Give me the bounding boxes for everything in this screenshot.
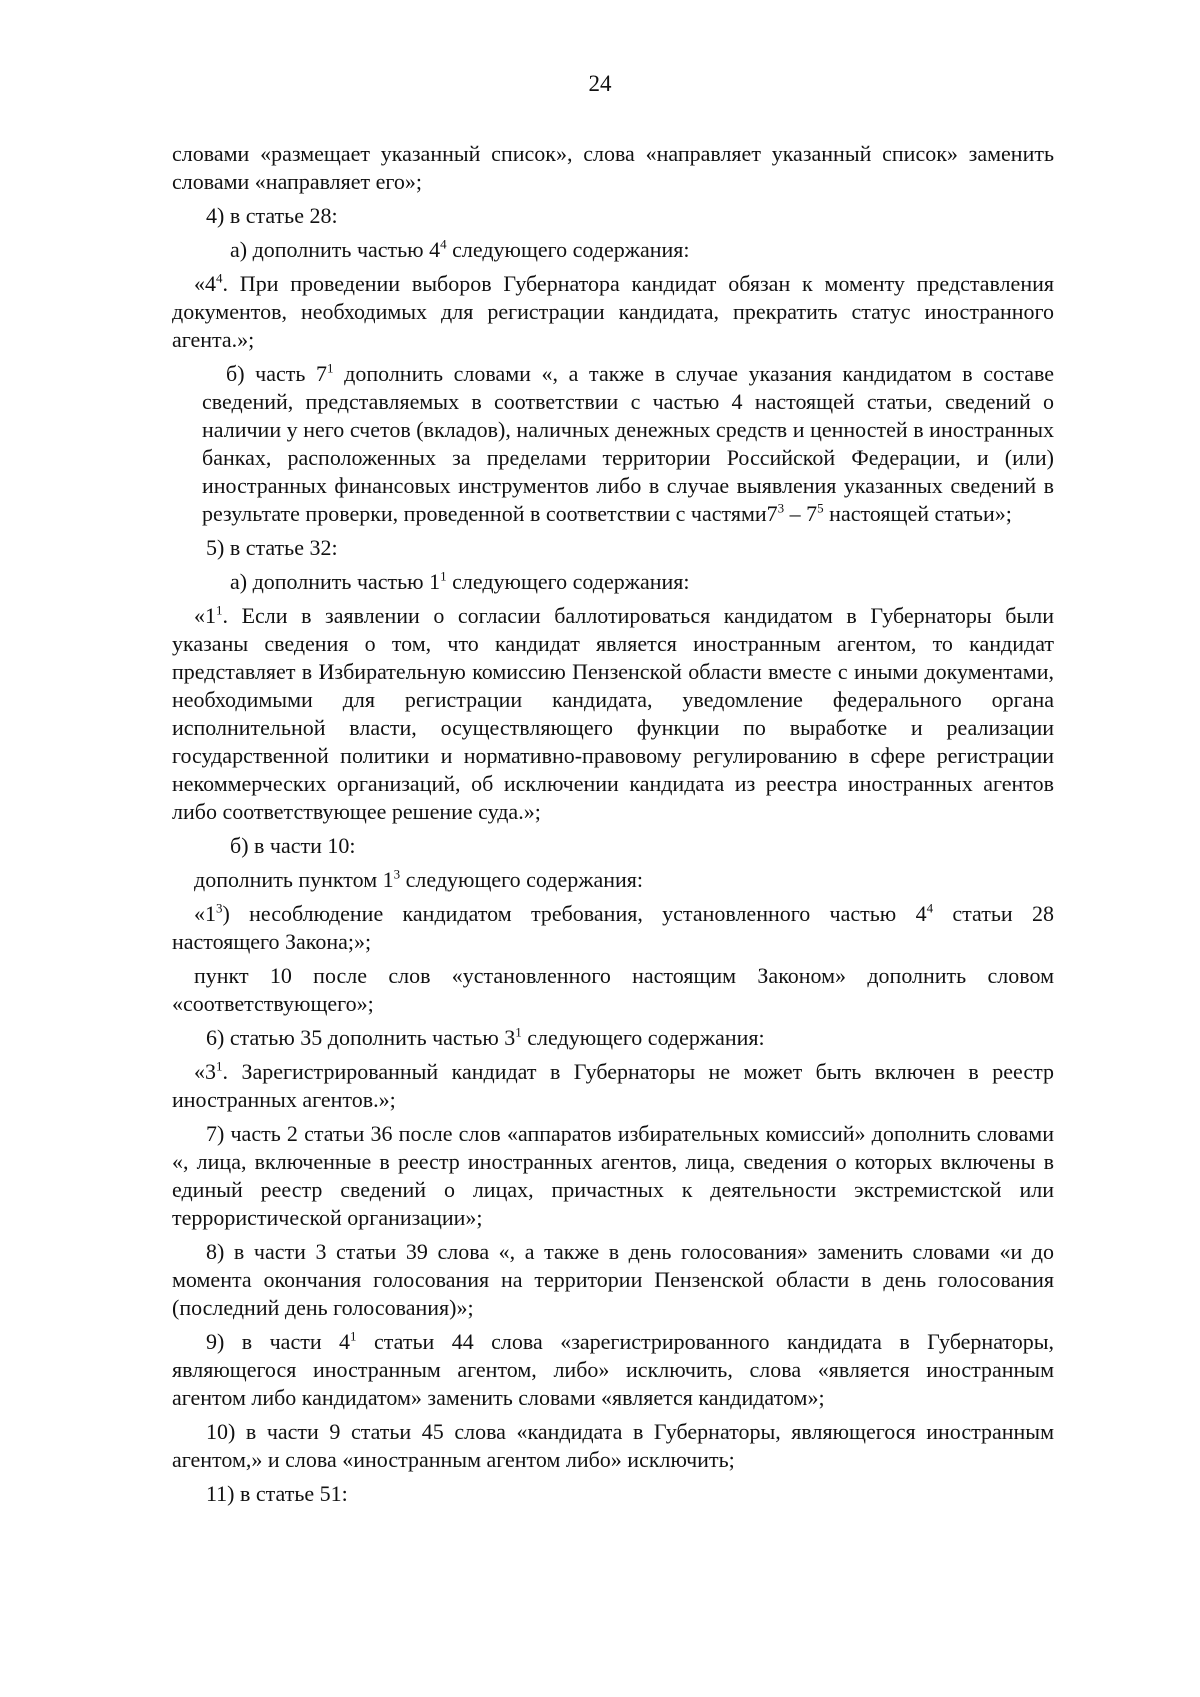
paragraph-p4: «$4^4$. При проведении выборов Губернатора кандидат обязан к моменту представления документов, необходимых для регистрации кандидата, прекратить статус иностранного агента.»; (172, 270, 1054, 352)
paragraph-p3: а) дополнить частью $4^4$ следующего содержания: (230, 236, 690, 262)
paragraph-p16: 8) в части 3 статьи 39 слова «, а также в день голосования» заменить словами «и до момента окончания голосования на территории Пензенской области в день голосования (последний день голосования)»; (172, 1239, 1054, 1320)
superscript: 3 (777, 500, 785, 516)
paragraph-p5: б) часть $7^1$ дополнить словами «, а также в случае указания кандидатом в составе сведений, представляемых в соответствии с частью 4 настоящей статьи, сведений о наличии у него счетов (вкладов), наличных денежных средств и ценностей в иностранных банках, расположенных за пределами территории Российской Федерации, и (или) иностранных финансовых инструментов либо в случае выявления указанных сведений в результате проверки, проведенной в соответствии с $частями7^3 - 7^5$ настоящей статьи»; (202, 360, 1054, 526)
paragraph-p6: 5) в статье 32: (206, 535, 338, 560)
superscript: 1 (515, 1024, 522, 1040)
paragraph-p11: «$1^3$) несоблюдение кандидатом требования, установленного частью $4^4$ статьи 28 настоящего Закона;»; (172, 900, 1055, 954)
paragraph-p18: 10) в части 9 статьи 45 слова «кандидата в Губернаторы, являющегося иностранным агентом,» и слова «иностранным агентом либо» исключить; (172, 1419, 1054, 1472)
paragraph-p9: б) в части 10: (230, 833, 356, 858)
paragraph-p12: пункт 10 после слов «установленного настоящим Законом» дополнить словом «соответствующего»; (172, 963, 1054, 1016)
superscript: 1 (350, 1328, 357, 1344)
superscript: 1 (216, 602, 223, 618)
superscript: 3 (216, 900, 223, 916)
page-number: 24 (588, 71, 612, 96)
superscript: 1 (440, 568, 447, 584)
paragraph-p19: 11) в статье 51: (206, 1481, 348, 1506)
superscript: 4 (216, 270, 223, 286)
paragraph-p15: 7) часть 2 статьи 36 после слов «аппаратов избирательных комиссий» дополнить словами «, лица, включенные в реестр иностранных агентов, лица, сведения о которых включены в единый реестр сведений о лицах, причастных к деятельности экстремистской или террористической организации»; (172, 1121, 1054, 1230)
paragraph-p1: словами «размещает указанный список», слова «направляет указанный список» заменить словами «направляет его»; (172, 141, 1054, 194)
superscript: 3 (393, 866, 401, 882)
paragraph-p8: «$1^1$. Если в заявлении о согласии баллотироваться кандидатом в Губернаторы были указаны сведения о том, что кандидат является иностранным агентом, то кандидат представляет в Избирательную комиссию Пензенской области вместе с иными документами, необходимыми для регистрации кандидата, уведомление федерального органа исполнительной власти, осуществляющего функции по выработке и реализации государственной политики и нормативно-правовому регулированию в сфере регистрации некоммерческих организаций, об исключении кандидата из реестра иностранных агентов либо соответствующее решение суда.»; (172, 602, 1054, 824)
paragraph-p13: 6) статью 35 дополнить частью $3^1$ следующего содержания: (206, 1024, 765, 1050)
paragraph-p14: «$3^1$. Зарегистрированный кандидат в Губернаторы не может быть включен в реестр иностранных агентов.»; (172, 1058, 1054, 1112)
superscript: 1 (216, 1058, 223, 1074)
paragraph-p7: а) дополнить частью $1^1$ следующего содержания: (230, 568, 690, 594)
paragraph-p17: 9) в части $4^1$ статьи 44 слова «зарегистрированного кандидата в Губернаторы, являющегося иностранным агентом, либо» исключить, слова «является иностранным агентом либо кандидатом» заменить словами «является кандидатом»; (172, 1328, 1054, 1410)
superscript: 4 (926, 900, 934, 916)
paragraph-p10: дополнить пунктом $1^3$ следующего содержания: (194, 866, 643, 892)
superscript: 5 (817, 500, 824, 516)
document-body (172, 140, 1054, 1514)
superscript: 1 (327, 360, 334, 376)
superscript: 4 (440, 236, 447, 252)
paragraph-p2: 4) в статье 28: (206, 203, 338, 228)
